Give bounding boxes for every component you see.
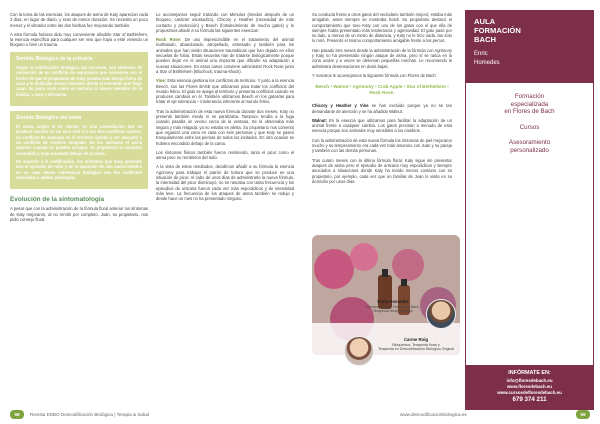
ad-body-line-1: Formación [514, 93, 545, 100]
column-left [10, 12, 148, 226]
walnut-paragraph [312, 118, 452, 134]
column-right [312, 12, 452, 188]
expert-enric-role-2: Terapeuta floral y escritor [372, 309, 414, 313]
expert-carme-role-1: Bióquímica, Terapeuta floral y [392, 342, 440, 347]
footer-website: www.descodificacionbiologica.es [400, 412, 467, 417]
ad-phone: 679 374 211 [512, 396, 547, 403]
ad-asesor-line-1: Asesoramiento [508, 139, 551, 146]
ad-subtitle [474, 50, 585, 68]
vine-label: Vine: [156, 78, 167, 84]
ad-title-line-3: BACH [474, 35, 496, 44]
page-footer [0, 407, 600, 421]
ad-asesor-line-2: personalizado [510, 146, 549, 154]
section-heading: Evolución de la sintomatología [10, 196, 105, 204]
four-months-paragraph: Tras cuatro meses con la última fórmula floral, Katy sigue sin presentar ataques de asma pero el episodio de urticaria muy esporádicos y siempre asociados a situaciones donde Katy ha tenido menos contacto con su propietario, por ejemplo, cada vez que un familiar de Juan lo visita en su domicilio por unos días. [312, 157, 452, 184]
intro-paragraph-2: A esta fórmula hubiera dido muy conveniente añadirle Star of Bethlehem, la esencia específica para cualquier ser vivo que haya o esté viviendo un bloqueo o bien un trauma. [10, 31, 148, 48]
asma-box-text: El asma, según el Dr. Hamer, es una constelación que se produce cuando un ser vivo vive a la vez dos conflictos activos, un conflicto de amenaza en el territorio (miedo a ser atacado) y un conflicto de sentirse atrapado. En los animales el asma aparece cuando no pueden escapar. Su propietario la encontró escondida y muy asustada debajo de la cama. [16, 124, 142, 156]
ad-web-link-1[interactable]: www.floresdebach.eu [507, 384, 552, 389]
flowers-photo [312, 235, 460, 355]
expert-carme-role-2: Terapeuta en Descodificación Biológica Original [377, 347, 455, 351]
ad-body-line-2: especializada [510, 100, 549, 108]
ad-contact-title: INFÓRMATE EN: [508, 370, 551, 376]
asma-box [10, 111, 148, 189]
symptoms-paragraph: Los síntomas físicos también fueron remitiendo, tanto el picor como el asma pero no remitieron del todo. [156, 149, 294, 161]
excluded-paragraph [312, 103, 452, 114]
asma-box-text-2: De acuerdo a la codificación, los síntomas que Katy presentó tras el episodio de robo y de la aparición de una nueva hembra en su casa tienen coherencia biológica con los conflictos asociados a ambas patologías. [16, 158, 142, 180]
carme-avatar [344, 336, 374, 366]
column-middle [156, 12, 294, 206]
behaviour-paragraph: Su conducta frente a otros gatos del vecindario también mejoró; estaba más amigable, antes siempre se mostraba hostil. Su propietario destacó el comportamiento que tuvo Katy con uno de los gatos con el que ella de siempre había presentado más intolerancia y agresividad. El gato pasó por su lado, a menos de un metro de distancia, y Katy no le hizo nada, tan sólo lo miró. Presentó el mismo comportamiento amigable frente a los perros. [312, 12, 452, 44]
urticaria-box-title: Sentido Biológico de la urticaria [16, 55, 93, 62]
vine-paragraph [156, 78, 294, 104]
ad-body-line-3: en Flores de Bach [504, 108, 555, 115]
urticaria-box-text: Según la codificación biológica, las eccemas, son síntomas de resolución de un conflicto de separación que concierne con el hecho de que el propietario de Katy pasaba más tiempo fuera de casa y le dedicaba menos atención desde el momento que llegó Juan. Su perra vivió como un rechazo al nuevo miembro de la familia, y cura y afirmarse. [16, 65, 142, 97]
expert-carme-name: Carme Roig [403, 337, 429, 342]
enric-avatar [426, 299, 456, 329]
ad-email-link[interactable]: info@floresdebach.eu [506, 378, 553, 383]
footer-magazine-title: Revista EDBO Descodificación Biológica | Terapia & Salud [30, 412, 150, 417]
formula-intro: Y nosotros le aconsejamos la siguiente fórmula con Flores de Bach: [312, 72, 437, 78]
aula-formacion-ad [465, 10, 594, 410]
improvement-paragraph: Con la administración de esta nueva fórmula los síntomas de piel mejoraron mucho y su temperamento era cada vez más amoroso con Juan y su pareja y también con las demás personas. [312, 137, 452, 154]
result-paragraph: Tras la administración de esta nueva fórmula durante dos meses, Katy no presentó también miedo ni se paralizaba. Tampoco tendía a la fuga cuando pasaba un vecino cerca de la ventana. Se la observaba más segura y más relajada; ya no estaba en alerta. Su propietario nos comentó que organizó una cena en casa con seis personas y que Katy se paseó tranquilamente entre las piernas de todos los invitados. En otra ocasión se hubiera escondido debajo de la cama. [156, 108, 294, 146]
asma-box-title: Sentido Biológico del asma [16, 114, 82, 121]
excluded-text: se han excluido porque ya no se tan demandante de atención y se ha añadido Walnut. [312, 103, 452, 114]
ad-cursos: Cursos [519, 123, 540, 131]
ad-subtitle-line-2: Homedes [474, 60, 500, 66]
expert-enric-name: Enric Homedes [377, 299, 409, 304]
expert-enric [360, 300, 426, 314]
walnut-label: Walnut: [312, 117, 328, 123]
advice-paragraph: Le aconsejamos seguir tratando con Mimulus (miedos después de un bloqueo, carácter asustadizo), Chicory y Heather (necesidad de más contacto y protección) y Beech (fortalecimiento de mucho gatos) y le propusimos añadir a su fórmula las siguientes esencias: [156, 12, 294, 33]
three-months-paragraph: Han pasado tres meses desde la administración de la fórmula con Agrimony y Katy no ha presentado ningún ataque de asma, pero sí se rasca en la zona ocular y a veces se observan pequeñas ronchas. Le recomiendo le administra desensaciones en dosis bajas. [312, 47, 452, 69]
page-number-right: 59 [576, 410, 590, 419]
intro-paragraph-1: Con la toma de las esencias, los ataques de asma de Katy aparecían cada 3 días, en lugar de diario, y eran de menor duración. Se necesita un poco menos y el vibrador entre las dos hierbas fue mejorando también. [10, 12, 148, 28]
expert-enric-role-1: Director de Aula Formación Bach, [366, 304, 420, 309]
ad-title-line-1: AULA [474, 17, 496, 26]
flower-bottles-illustration [312, 235, 460, 355]
section-paragraph: A pesar que con la administración de la fórmula floral anterior los síntomas de Katy mejoraron, al no remitir por completo, Juan, su propietario, nos pidió consejo floral. [10, 206, 148, 223]
ad-title-line-2: FORMACIÓN [474, 26, 521, 35]
vine-text: Esta esencia gestiona los conflictos de territorio. Y junto a la esencia Beech, son las Flores BASE que utilizamos para tratar los conflictos del mundo felino. El gato se apega al territorio y presenta conflictos cuando se producen cambios en él. También utilizamos Beech en los gatos/as para tratar el eje tolerancia – intolerancia inherente al mundo felino. [156, 78, 295, 105]
ad-web-link-2[interactable]: www.cursosdefloresdebach.eu [497, 390, 562, 395]
walnut-text: Es la esencia que utilizamos para facilitar la adaptación de un animal frente a cualquier cambio. Los gatos precisan a menudo de esta esencia porque son animales muy sensibles a los cambios. [312, 117, 453, 134]
urticaria-box [10, 52, 148, 106]
flower-formula: Beech • Walnut • Agrimony • Crab Apple • Star of Bethlehem • Rock Rose. [315, 84, 449, 96]
ad-header [466, 11, 593, 83]
ad-body [466, 83, 593, 164]
ad-subtitle-line-1: Enric [474, 51, 488, 57]
agrimony-paragraph: A la vista de estos resultados, decidimos añadir a su fórmula la esencia Agrimony para trabajar el patrón de tortura que se produce en una situación de picor. Al cabo de unos días de administrarle la nueva fórmula, la intensidad del picor disminuyó, no se rascaba con tanta frecuencia y los episodios de urticaria fueron cada vez más esporádicos y de intensidad más leve. La frecuencia de los ataques de asma también se redujo y desde hace un mes no ha presentado ninguno. [156, 164, 294, 202]
rock-rose-text: De uso imprescindible en el tratamiento del animal maltratado, abandonado, atropellado, estresado y también para los animales que han vivido situaciones traumáticas que han dejado en ellos secuelas de fobia. Estas secuelas han de tratarse biológicamente porque pueden dejar en el animal una impronta que dificulte su adaptación a nuevas situaciones. En estos casos conviene administrar Rock Rose junto a Star of Bethlehem (Blochock, trauma-shock). [156, 37, 295, 74]
expert-carme [376, 338, 456, 352]
rock-rose-paragraph [156, 37, 294, 74]
rock-rose-label: Rock Rose: [156, 37, 182, 43]
page-number-left: 58 [10, 410, 24, 419]
ad-contact [466, 365, 593, 409]
excluded-label: Chicory y Heather y Vine [312, 103, 369, 109]
